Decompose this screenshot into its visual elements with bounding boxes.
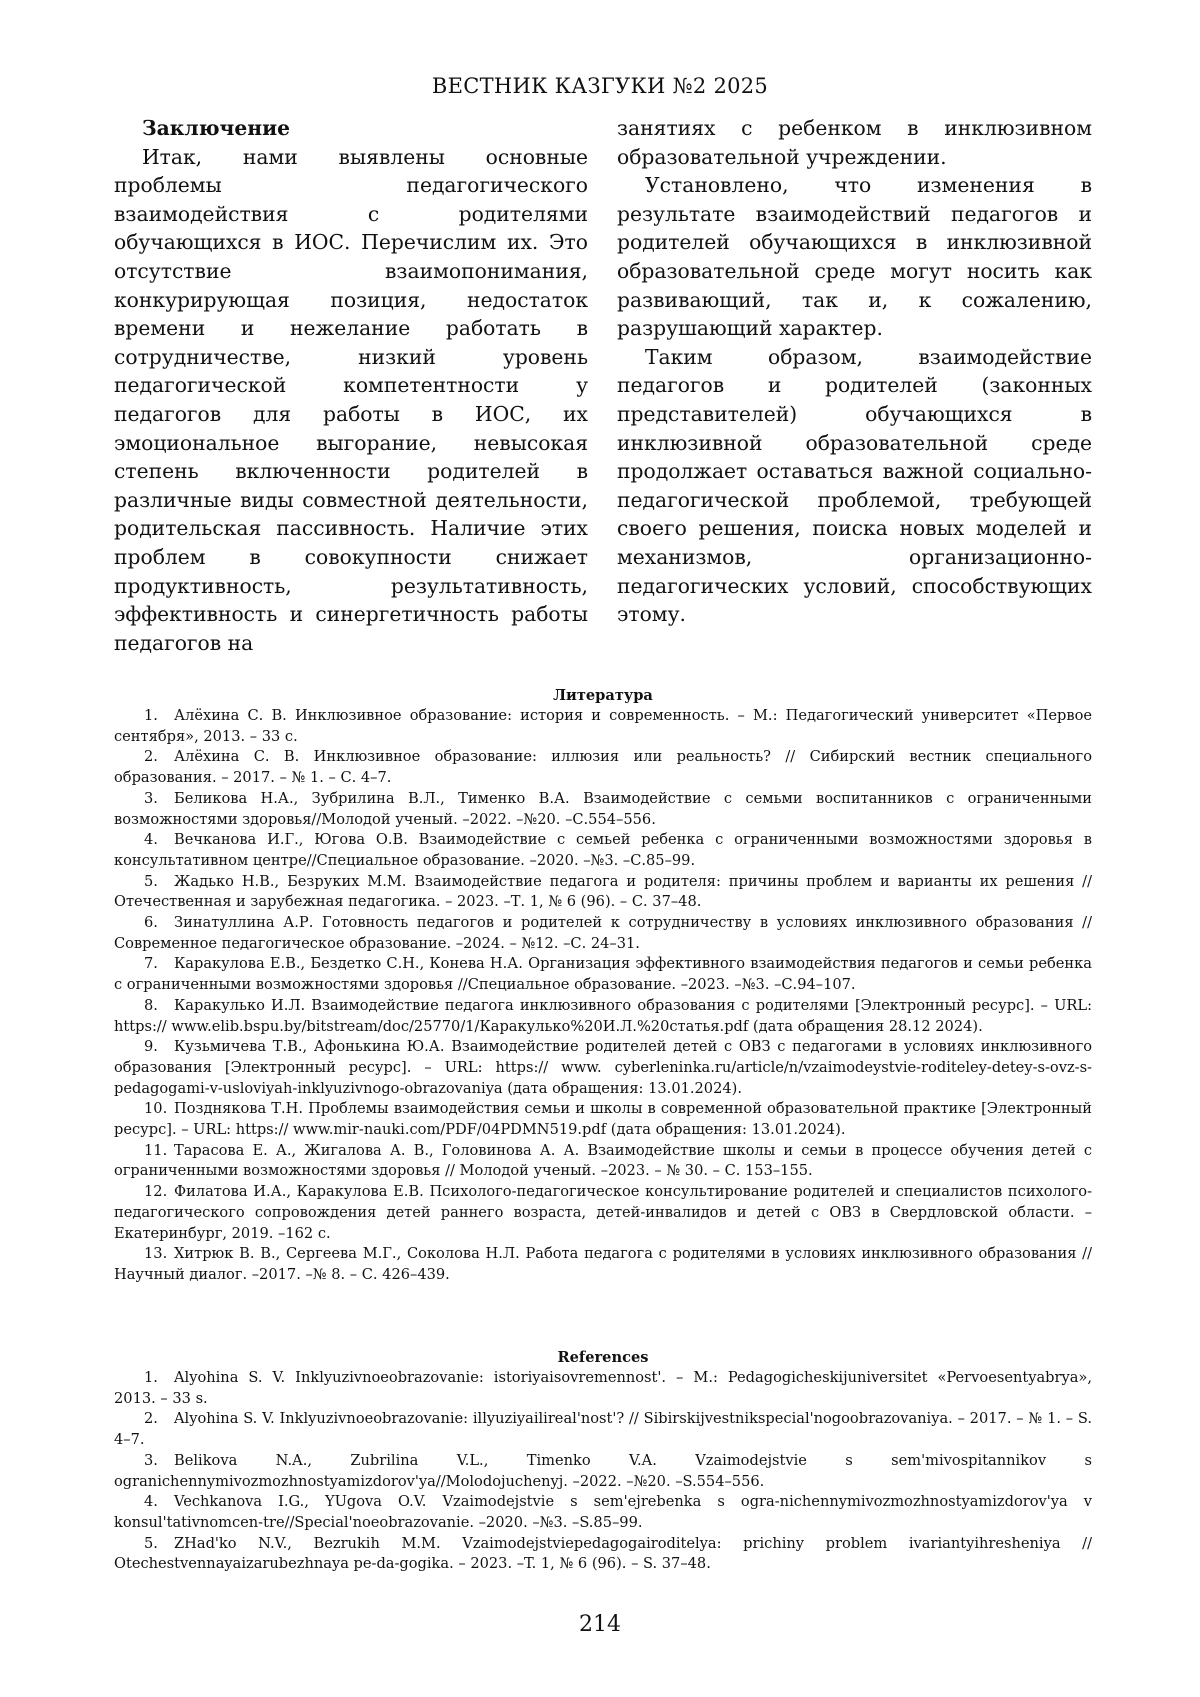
item-text: Позднякова Т.Н. Проблемы взаимодействия семьи и школы в современной образовательной практике [Электронный ресурс]. – URL: https:// www.mir-nauki.com/PDF/04PDMN519.pdf (дата обращения: 13.01.2024). [114, 1100, 1092, 1139]
literature-item [114, 1182, 1092, 1244]
literature-item [114, 830, 1092, 871]
item-number: 1. [144, 1369, 158, 1386]
item-text: Тарасова Е. А., Жигалова А. В., Головинова А. А. Взаимодействие школы и семьи в процессе обучения детей с ограниченными возможностями здоровья // Молодой ученый. –2023. – № 30. – С. 153–155. [114, 1141, 1092, 1180]
literature-item [114, 706, 1092, 747]
item-number: 2. [144, 748, 158, 766]
item-number: 1. [144, 707, 158, 724]
literature-item [114, 872, 1092, 913]
literature-item [114, 1244, 1092, 1285]
literature-item [114, 954, 1092, 995]
item-number: 13. [144, 1245, 168, 1263]
literature-item [114, 1099, 1092, 1140]
item-text: Каракулова Е.В., Бездетко С.Н., Конева Н.А. Организация эффективного взаимодействия педагогов и семьи ребенка с ограниченными возможностями здоровья //Специальное образование. –2023. –№3. –С.94–107. [114, 955, 1092, 994]
item-number: 4. [144, 831, 158, 849]
item-number: 4. [144, 1493, 158, 1511]
item-number: 8. [144, 996, 158, 1014]
conclusion-heading: Заключение [142, 116, 291, 140]
item-text: ZHad'ko N.V., Bezrukih M.M. Vzaimodejstviepedagogairoditelya: prichiny problem ivariantyihresheniya // Otechestvennayaizarubezhnaya pe-da-gogika. – 2023. –T. 1, № 6 (96). – S. 37–48. [114, 1534, 1092, 1573]
item-number: 10. [144, 1100, 168, 1118]
item-number: 12. [144, 1183, 168, 1201]
conclusion-right-column [617, 114, 1092, 629]
conclusion-paragraph: занятиях с ребенком в инклюзивном образовательной учреждении. [617, 116, 1092, 169]
item-number: 3. [144, 789, 158, 807]
item-text: Алёхина С. В. Инклюзивное образование: иллюзия или реальность? // Сибирский вестник специального образования. – 2017. – № 1. – С. 4–7. [114, 748, 1092, 787]
journal-header: ВЕСТНИК КАЗГУКИ №2 2025 [431, 74, 769, 98]
item-text: Жадько Н.В., Безруких М.М. Взаимодействие педагога и родителя: причины проблем и варианты их решения // Отечественная и зарубежная педагогика. – 2023. –Т. 1, № 6 (96). – С. 37–48. [114, 872, 1092, 911]
item-number: 5. [144, 872, 158, 890]
literature-item [114, 1037, 1092, 1099]
item-number: 7. [144, 955, 158, 973]
conclusion-paragraph: Таким образом, взаимодействие педагогов и родителей (законных представителей) обучающихся в инклюзивной образовательной среде продолжает оставаться важной социально-педагогической проблемой, требующей своего решения, поиска новых моделей и механизмов, организационно-педагогических условий, способствующих этому. [617, 344, 1092, 627]
literature-item [114, 913, 1092, 954]
item-number: 2. [144, 1410, 158, 1428]
item-number: 9. [144, 1038, 158, 1056]
item-number: 3. [144, 1451, 158, 1469]
conclusion-paragraph: Итак, нами выявлены основные проблемы педагогического взаимодействия с родителями обучающихся в ИОС. Перечислим их. Это отсутствие взаимопонимания, конкурирующая позиция, недостаток времени и нежелание работать в сотрудничестве, низкий уровень педагогической компетентности у педагогов для работы в ИОС, их эмоциональное выгорание, невысокая степень включенности родителей в различные виды совместной деятельности, родительская пассивность. Наличие этих проблем в совокупности снижает продуктивность, результативность, эффективность и синергетичность работы педагогов на [114, 144, 588, 655]
item-text: Зинатуллина А.Р. Готовность педагогов и родителей к сотрудничеству в условиях инклюзивного образования //Современное педагогическое образование. –2024. – №12. –С. 24–31. [114, 914, 1092, 952]
literature-section [114, 685, 1092, 1286]
item-text: Беликова Н.А., Зубрилина В.Л., Тименко В.А. Взаимодействие с семьми воспитанников с ограниченными возможностями здоровья//Молодой ученый. –2022. –№20. –С.554–556. [114, 789, 1092, 828]
item-text: Belikova N.A., Zubrilina V.L., Timenko V.A. Vzaimodejstvie s sem'mivospitannikov s ogranichennymivozmozhnostyamizdorov'ya//Molodojuchenyj. –2022. –№20. –S.554–556. [114, 1451, 1092, 1490]
references-heading: References [557, 1349, 649, 1366]
reference-item [114, 1534, 1092, 1575]
item-text: Кузьмичева Т.В., Афонькина Ю.А. Взаимодействие родителей детей с ОВЗ с педагогами в условиях инклюзивного образования [Электронный ресурс]. – URL: https:// www. cyberleninka.ru/article/n/vzaimodeystvie-roditeley-detey-s-ovz-s-pedagogami-v-usloviyah-inklyuzivnogo-obrazovaniya (дата обращения: 13.01.2024). [114, 1038, 1092, 1097]
literature-item [114, 747, 1092, 788]
reference-item [114, 1451, 1092, 1492]
item-text: Alyohina S. V. Inklyuzivnoeobrazovanie: istoriyaisovremennost'. – M.: Pedagogicheskijuniversitet «Pervoesentyabrya», 2013. – 33 s. [114, 1369, 1092, 1407]
item-text: Каракулько И.Л. Взаимодействие педагога инклюзивного образования с родителями [Электронный ресурс]. – URL: https:// www.elib.bspu.by/bitstream/doc/25770/1/Каракулько%20И.Л.%20статья.pdf (дата обращения 28.12 2024). [114, 996, 1092, 1035]
literature-item [114, 789, 1092, 830]
reference-item [114, 1409, 1092, 1450]
literature-heading: Литература [553, 687, 653, 704]
item-number: 6. [144, 914, 158, 932]
item-text: Алёхина С. В. Инклюзивное образование: история и современность. – М.: Педагогический университет «Первое сентября», 2013. – 33 с. [114, 707, 1092, 745]
conclusion-left-column [114, 114, 588, 657]
item-text: Vechkanova I.G., YUgova O.V. Vzaimodejstvie s sem'ejrebenka s ogra-nichennymivozmozhnostyamizdorov'ya v konsul'tativnomcen-tre//Special'noeobrazovanie. –2020. –№3. –S.85–99. [114, 1493, 1092, 1531]
reference-item [114, 1368, 1092, 1409]
item-number: 11. [144, 1141, 168, 1159]
literature-item [114, 996, 1092, 1037]
literature-item [114, 1141, 1092, 1182]
item-number: 5. [144, 1534, 158, 1552]
item-text: Вечканова И.Г., Югова О.В. Взаимодействие с семьей ребенка с ограниченными возможностями здоровья в консультативном центре//Специальное образование. –2020. –№3. –С.85–99. [114, 831, 1092, 869]
item-text: Филатова И.А., Каракулова Е.В. Психолого-педагогическое консультирование родителей и специалистов психолого-педагогического сопровождения детей раннего возраста, детей-инвалидов и детей с ОВЗ в Свердловской области. –Екатеринбург, 2019. –162 с. [114, 1183, 1092, 1242]
reference-item [114, 1492, 1092, 1533]
item-text: Alyohina S. V. Inklyuzivnoeobrazovanie: illyuziyailireal'nost'? // Sibirskijvestnikspecial'nogoobrazovaniya. – 2017. – № 1. – S. 4–7. [114, 1410, 1092, 1449]
conclusion-paragraph: Установлено, что изменения в результате взаимодействий педагогов и родителей обучающихся в инклюзивной образовательной среде могут носить как развивающий, так и, к сожалению, разрушающий характер. [617, 173, 1092, 341]
page-number: 214 [579, 1612, 621, 1637]
references-section [114, 1347, 1092, 1575]
item-text: Хитрюк В. В., Сергеева М.Г., Соколова Н.Л. Работа педагога с родителями в условиях инклюзивного образования // Научный диалог. –2017. –№ 8. – С. 426–439. [114, 1245, 1092, 1283]
